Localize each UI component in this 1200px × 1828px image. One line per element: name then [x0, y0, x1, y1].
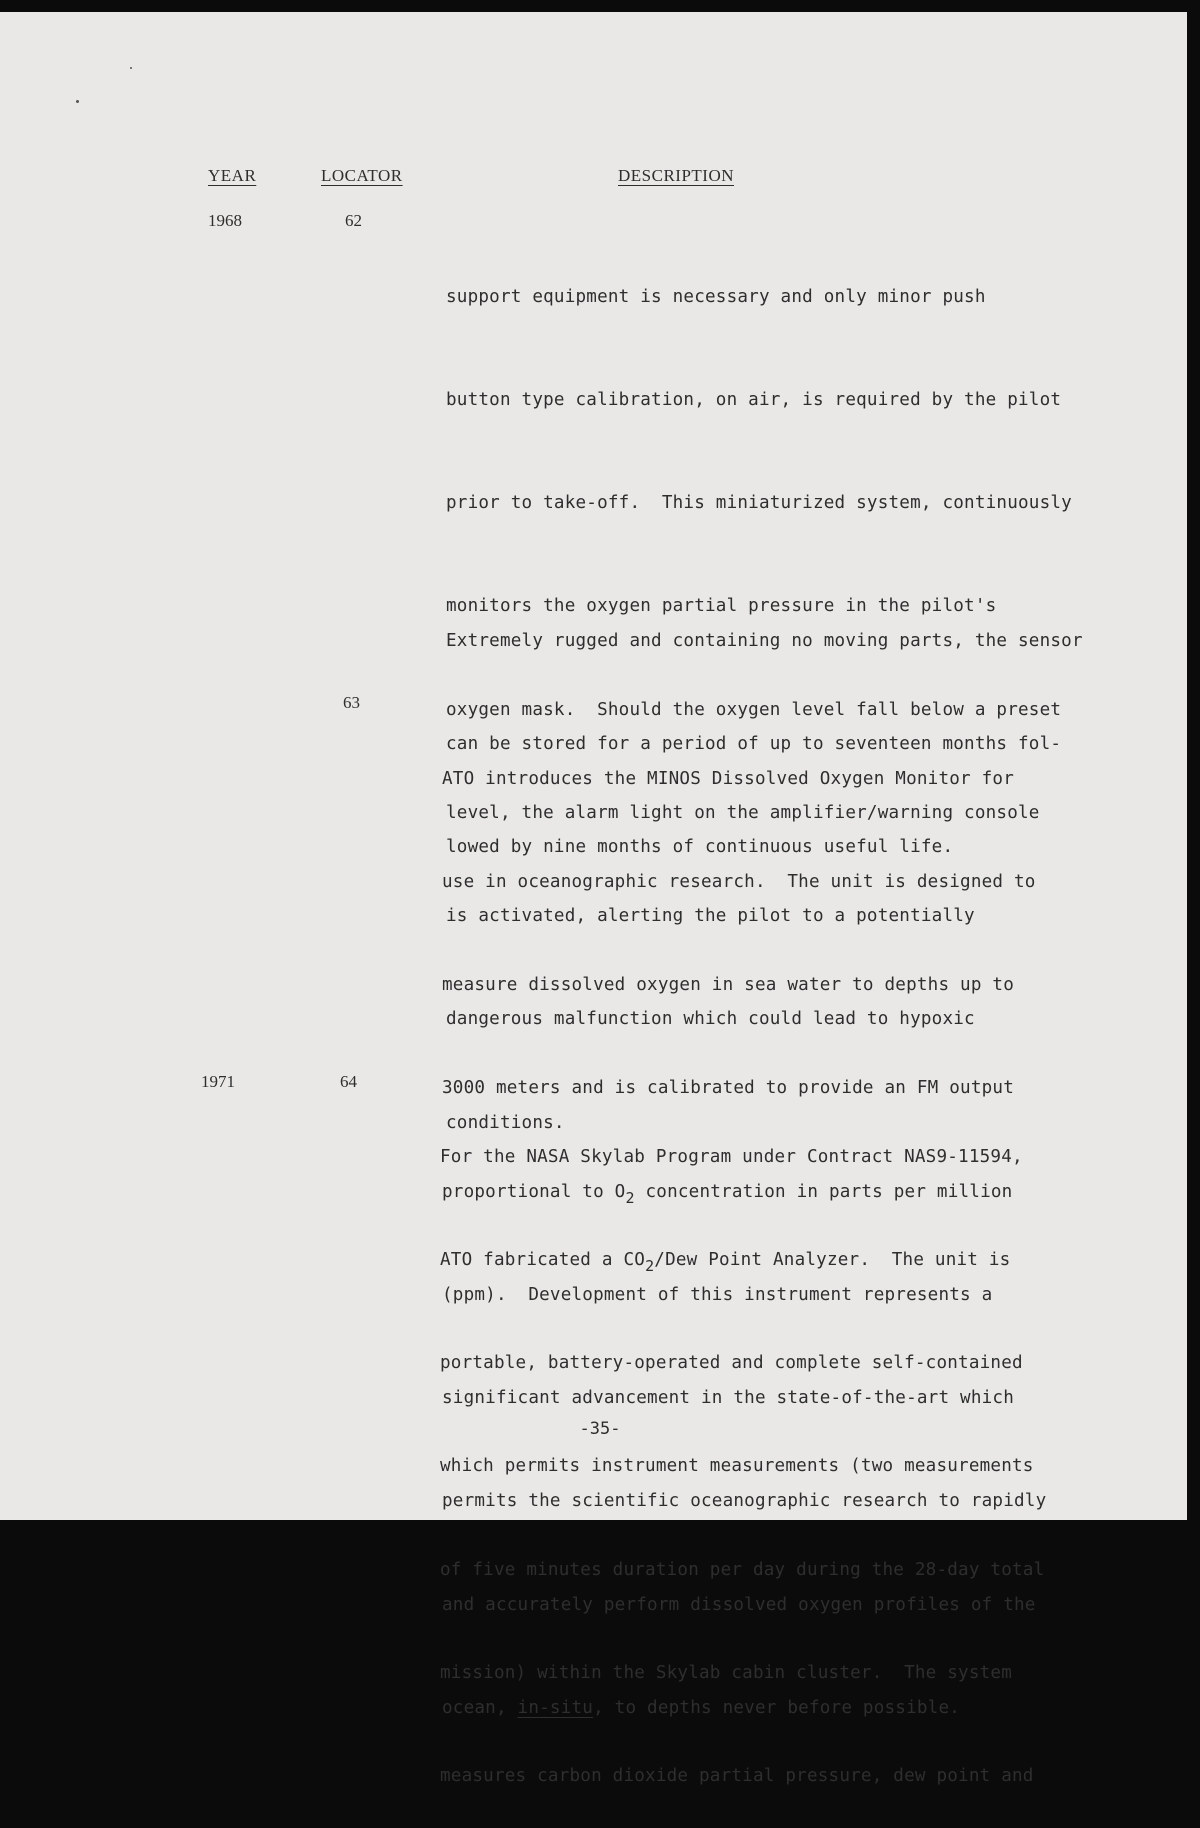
text-line: support equipment is necessary and only minor push	[446, 286, 986, 307]
paper-speck	[76, 100, 79, 103]
subscript: 2	[625, 1188, 635, 1207]
text-line: (ppm). Development of this instrument represents a	[442, 1284, 993, 1305]
header-description: DESCRIPTION	[618, 166, 735, 185]
text-line: is activated, alerting the pilot to a potentially	[446, 906, 975, 927]
text-segment: concentration in parts per million	[634, 1181, 1013, 1202]
text-line: For the NASA Skylab Program under Contract NAS9-11594,	[440, 1146, 1023, 1167]
header-year: YEAR	[208, 166, 257, 185]
text-line: 3000 meters and is calibrated to provide an FM output	[442, 1078, 1014, 1099]
entry-year: 1971	[201, 1072, 235, 1091]
text-line: lowed by nine months of continuous useful life.	[446, 837, 954, 858]
underlined-term: in-situ	[517, 1697, 594, 1718]
text-line: button type calibration, on air, is required by the pilot	[446, 390, 1062, 411]
description-paragraph	[440, 1071, 1047, 1828]
text-line: mission) within the Skylab cabin cluster. The system	[440, 1662, 1012, 1683]
text-segment: ATO fabricated a CO	[440, 1250, 646, 1271]
text-segment: ocean,	[442, 1697, 518, 1718]
text-line: monitors the oxygen partial pressure in the pilot's	[446, 596, 997, 617]
text-line: measure dissolved oxygen in sea water to depths up to	[442, 975, 1014, 996]
text-line: significant advancement in the state-of-the-art which	[442, 1388, 1014, 1409]
text-line: oxygen mask. Should the oxygen level fall below a preset	[446, 699, 1062, 720]
text-line: portable, battery-operated and complete self-contained	[440, 1353, 1023, 1374]
text-line	[440, 1243, 1044, 1277]
text-line: can be stored for a period of up to seventeen months fol-	[446, 734, 1062, 755]
text-line: and accurately perform dissolved oxygen profiles of the	[442, 1594, 1036, 1615]
text-line: conditions.	[446, 1112, 565, 1133]
text-line: which permits instrument measurements (two measurements	[440, 1456, 1034, 1477]
entry-year: 1968	[208, 211, 242, 230]
text-line: measures carbon dioxide partial pressure, dew point and	[440, 1766, 1034, 1787]
text-line: permits the scientific oceanographic research to rapidly	[442, 1491, 1047, 1512]
header-locator: LOCATOR	[321, 166, 403, 185]
entry-locator: 62	[345, 211, 362, 230]
text-segment: , to depths never before possible.	[593, 1697, 961, 1718]
text-line: level, the alarm light on the amplifier/warning console	[446, 802, 1040, 823]
text-line: of five minutes duration per day during the 28-day total	[440, 1559, 1045, 1580]
text-line: use in oceanographic research. The unit is designed to	[442, 872, 1036, 893]
text-segment: proportional to O	[442, 1181, 626, 1202]
paper-speck	[130, 67, 132, 69]
subscript: 2	[645, 1257, 655, 1276]
page-number: -35-	[579, 1419, 621, 1439]
text-line: Extremely rugged and containing no moving parts, the sensor	[446, 630, 1083, 651]
text-line: dangerous malfunction which could lead to hypoxic	[446, 1009, 975, 1030]
entry-locator: 64	[340, 1072, 357, 1091]
text-line: prior to take-off. This miniaturized system, continuously	[446, 493, 1072, 514]
entry-locator: 63	[343, 693, 360, 712]
text-line: ATO introduces the MINOS Dissolved Oxygen Monitor for	[442, 768, 1014, 789]
text-segment: /Dew Point Analyzer. The unit is	[654, 1250, 1011, 1271]
